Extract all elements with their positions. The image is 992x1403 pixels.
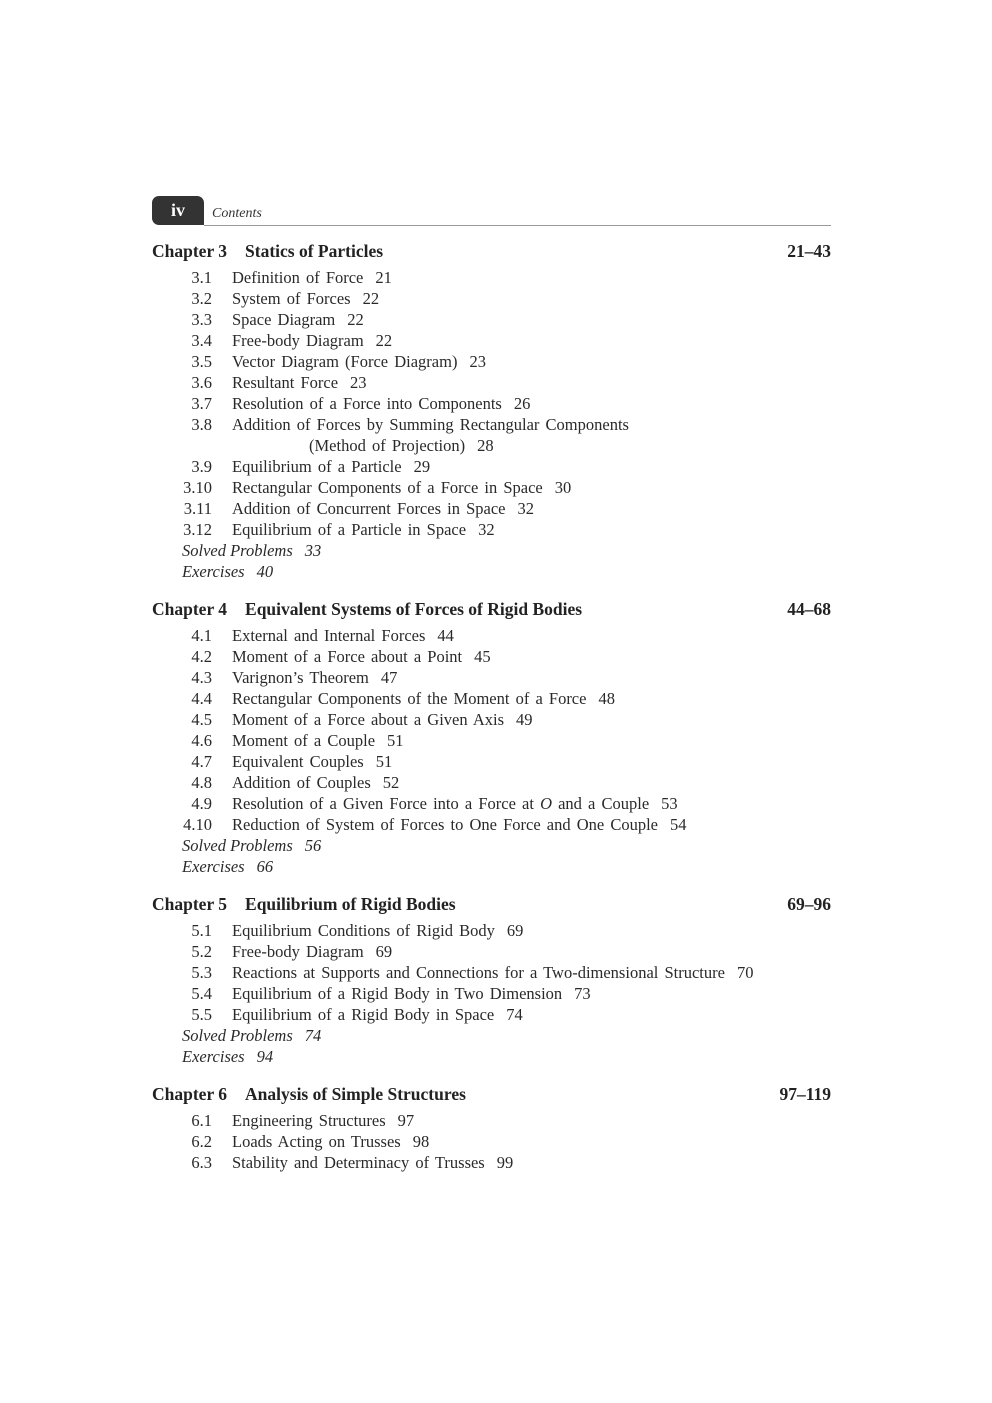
section-page: 44 <box>437 626 454 645</box>
toc-entry[interactable] <box>152 667 831 688</box>
extra-page: 94 <box>256 1047 274 1066</box>
section-page: 69 <box>375 942 393 961</box>
section-title: Space Diagram <box>232 310 336 329</box>
section-page: 49 <box>516 710 533 729</box>
toc-entry[interactable] <box>152 814 831 835</box>
section-number <box>152 435 212 456</box>
section-title: Definition of Force <box>232 268 364 287</box>
section-number: 3.4 <box>191 331 212 350</box>
section-title: Rectangular Components of a Force in Space <box>232 478 543 497</box>
toc-entry[interactable] <box>152 646 831 667</box>
section-title: Loads Acting on Trusses <box>232 1132 401 1151</box>
toc-exercises[interactable] <box>152 856 831 877</box>
chapter-label: Chapter 6 <box>152 1084 228 1104</box>
section-page: 48 <box>598 689 615 708</box>
section-page: 47 <box>380 668 398 687</box>
toc-entry[interactable] <box>152 625 831 646</box>
section-page: 99 <box>496 1153 514 1172</box>
toc-entry[interactable] <box>152 920 831 941</box>
section-number: 4.3 <box>191 668 212 687</box>
toc-entry[interactable] <box>152 1110 831 1131</box>
extra-label: Solved Problems <box>182 541 293 560</box>
section-title: Vector Diagram (Force Diagram) <box>232 352 458 371</box>
section-number: 3.8 <box>191 415 212 434</box>
section-number: 4.2 <box>191 647 212 666</box>
section-page: 22 <box>362 289 380 308</box>
chapter-heading[interactable] <box>152 238 831 264</box>
section-page: 45 <box>474 647 491 666</box>
section-title: Moment of a Force about a Given Axis <box>232 710 504 729</box>
section-page: 98 <box>412 1132 430 1151</box>
chapter-heading[interactable] <box>152 891 831 917</box>
section-number: 3.6 <box>191 373 212 392</box>
toc-entry[interactable] <box>152 435 831 456</box>
section-page: 73 <box>574 984 591 1003</box>
section-title: Free-body Diagram <box>232 331 364 350</box>
section-title: Addition of Forces by Summing Rectangular Components <box>232 415 629 434</box>
toc-entry[interactable] <box>152 962 831 983</box>
section-page: 23 <box>350 373 367 392</box>
section-number: 5.4 <box>191 984 212 1003</box>
section-title: Resultant Force <box>232 373 339 392</box>
section-page: 21 <box>375 268 392 287</box>
chapter-page-range: 97–119 <box>779 1084 831 1104</box>
section-page: 26 <box>513 394 531 413</box>
section-number: 4.9 <box>191 794 212 813</box>
toc-entry[interactable] <box>152 1004 831 1025</box>
section-number: 4.4 <box>191 689 212 708</box>
section-page: 70 <box>736 963 754 982</box>
section-title: Reduction of System of Forces to One Force and One Couple <box>232 815 659 834</box>
chapter-title: Equivalent Systems of Forces of Rigid Bodies <box>245 599 583 619</box>
section-page: 32 <box>517 499 534 518</box>
toc-solved-problems[interactable] <box>152 835 831 856</box>
section-title: Resolution of a Given Force into a Force at O and a Couple <box>232 794 650 813</box>
chapter-page-range: 21–43 <box>787 241 831 261</box>
section-title: Addition of Concurrent Forces in Space <box>232 499 506 518</box>
chapter-block <box>152 1081 831 1173</box>
section-number: 5.5 <box>191 1005 212 1024</box>
toc-entry[interactable] <box>152 519 831 540</box>
section-page: 54 <box>670 815 687 834</box>
section-title: Reactions at Supports and Connections for a Two-dimensional Structure <box>232 963 725 982</box>
toc-entry[interactable] <box>152 351 831 372</box>
header-rule <box>204 225 831 226</box>
chapter-heading[interactable] <box>152 596 831 622</box>
extra-label: Solved Problems <box>182 1026 293 1045</box>
section-title: Addition of Couples <box>232 773 371 792</box>
toc-entry[interactable] <box>152 1152 831 1173</box>
section-number: 6.2 <box>191 1132 212 1151</box>
toc-entry[interactable] <box>152 730 831 751</box>
section-number: 3.1 <box>191 268 212 287</box>
section-title: Stability and Determinacy of Trusses <box>232 1153 485 1172</box>
toc-entry[interactable] <box>152 267 831 288</box>
extra-label: Exercises <box>182 1047 245 1066</box>
section-title: Resolution of a Force into Components <box>232 394 502 413</box>
section-number: 3.5 <box>191 352 212 371</box>
chapter-title: Statics of Particles <box>245 241 384 261</box>
chapter-block <box>152 891 831 1067</box>
toc-entry[interactable] <box>152 309 831 330</box>
section-title: Equilibrium Conditions of Rigid Body <box>232 921 495 940</box>
section-number: 6.3 <box>191 1153 212 1172</box>
chapter-page-range: 44–68 <box>787 599 831 619</box>
section-page: 23 <box>469 352 486 371</box>
toc-entry[interactable] <box>152 414 831 435</box>
section-number: 4.10 <box>183 815 212 834</box>
section-number: 4.5 <box>191 710 212 729</box>
section-page: 74 <box>506 1005 523 1024</box>
section-number: 3.9 <box>191 457 212 476</box>
toc-entry[interactable] <box>152 688 831 709</box>
section-title: Engineering Structures <box>232 1111 386 1130</box>
chapter-label: Chapter 5 <box>152 894 228 914</box>
section-number: 4.1 <box>191 626 212 645</box>
section-page: 53 <box>661 794 678 813</box>
section-title: Equilibrium of a Rigid Body in Two Dimension <box>232 984 563 1003</box>
toc-exercises[interactable] <box>152 1046 831 1067</box>
section-page: 52 <box>382 773 400 792</box>
running-title: Contents <box>212 206 262 221</box>
section-title: Moment of a Force about a Point <box>232 647 463 666</box>
section-title: System of Forces <box>232 289 351 308</box>
table-of-contents <box>152 238 831 1187</box>
toc-entry[interactable] <box>152 330 831 351</box>
section-number: 4.8 <box>191 773 212 792</box>
extra-page: 74 <box>304 1026 322 1045</box>
toc-entry[interactable] <box>152 709 831 730</box>
section-number: 3.11 <box>183 499 212 518</box>
section-title: (Method of Projection) <box>309 436 466 455</box>
extra-label: Solved Problems <box>182 836 293 855</box>
chapter-label: Chapter 3 <box>152 241 228 261</box>
section-title: Moment of a Couple <box>232 731 376 750</box>
chapter-page-range: 69–96 <box>787 894 831 914</box>
extra-label: Exercises <box>182 562 245 581</box>
extra-page: 40 <box>256 562 274 581</box>
section-title: Equilibrium of a Rigid Body in Space <box>232 1005 495 1024</box>
toc-entry[interactable] <box>152 772 831 793</box>
section-number: 3.3 <box>191 310 212 329</box>
section-number: 3.10 <box>183 478 212 497</box>
section-number: 5.3 <box>191 963 212 982</box>
section-number: 4.7 <box>191 752 212 771</box>
section-title: Free-body Diagram <box>232 942 364 961</box>
chapter-label: Chapter 4 <box>152 599 228 619</box>
toc-exercises[interactable] <box>152 561 831 582</box>
section-page: 22 <box>375 331 393 350</box>
toc-entry[interactable] <box>152 477 831 498</box>
extra-page: 66 <box>256 857 274 876</box>
section-page: 30 <box>554 478 572 497</box>
chapter-block <box>152 596 831 877</box>
chapter-title: Equilibrium of Rigid Bodies <box>245 894 456 914</box>
section-page: 51 <box>387 731 404 750</box>
section-number: 3.12 <box>183 520 212 539</box>
section-number: 4.6 <box>191 731 212 750</box>
toc-entry[interactable] <box>152 456 831 477</box>
toc-entry[interactable] <box>152 983 831 1004</box>
section-number: 5.1 <box>191 921 212 940</box>
page-header <box>152 196 831 226</box>
extra-page: 33 <box>304 541 322 560</box>
toc-entry[interactable] <box>152 793 831 814</box>
toc-entry[interactable] <box>152 393 831 414</box>
section-number: 3.2 <box>191 289 212 308</box>
toc-entry[interactable] <box>152 498 831 519</box>
section-title: External and Internal Forces <box>232 626 426 645</box>
section-number: 6.1 <box>191 1111 212 1130</box>
toc-entry[interactable] <box>152 1131 831 1152</box>
section-page: 32 <box>478 520 495 539</box>
section-page: 97 <box>397 1111 415 1130</box>
section-page: 28 <box>477 436 494 455</box>
toc-solved-problems[interactable] <box>152 1025 831 1046</box>
toc-solved-problems[interactable] <box>152 540 831 561</box>
extra-label: Exercises <box>182 857 245 876</box>
section-title: Equilibrium of a Particle <box>232 457 402 476</box>
section-page: 29 <box>413 457 431 476</box>
section-page: 22 <box>347 310 364 329</box>
section-title: Varignon’s Theorem <box>232 668 369 687</box>
chapter-block <box>152 238 831 582</box>
section-number: 3.7 <box>191 394 212 413</box>
toc-entry[interactable] <box>152 751 831 772</box>
chapter-heading[interactable] <box>152 1081 831 1107</box>
section-title: Equilibrium of a Particle in Space <box>232 520 467 539</box>
section-number: 5.2 <box>191 942 212 961</box>
section-page: 69 <box>506 921 524 940</box>
section-title: Rectangular Components of the Moment of a Force <box>232 689 587 708</box>
section-page: 51 <box>375 752 393 771</box>
toc-entry[interactable] <box>152 372 831 393</box>
page-number-badge: iv <box>152 196 204 225</box>
section-title: Equivalent Couples <box>232 752 364 771</box>
toc-entry[interactable] <box>152 941 831 962</box>
chapter-title: Analysis of Simple Structures <box>245 1084 466 1104</box>
toc-entry[interactable] <box>152 288 831 309</box>
extra-page: 56 <box>304 836 322 855</box>
